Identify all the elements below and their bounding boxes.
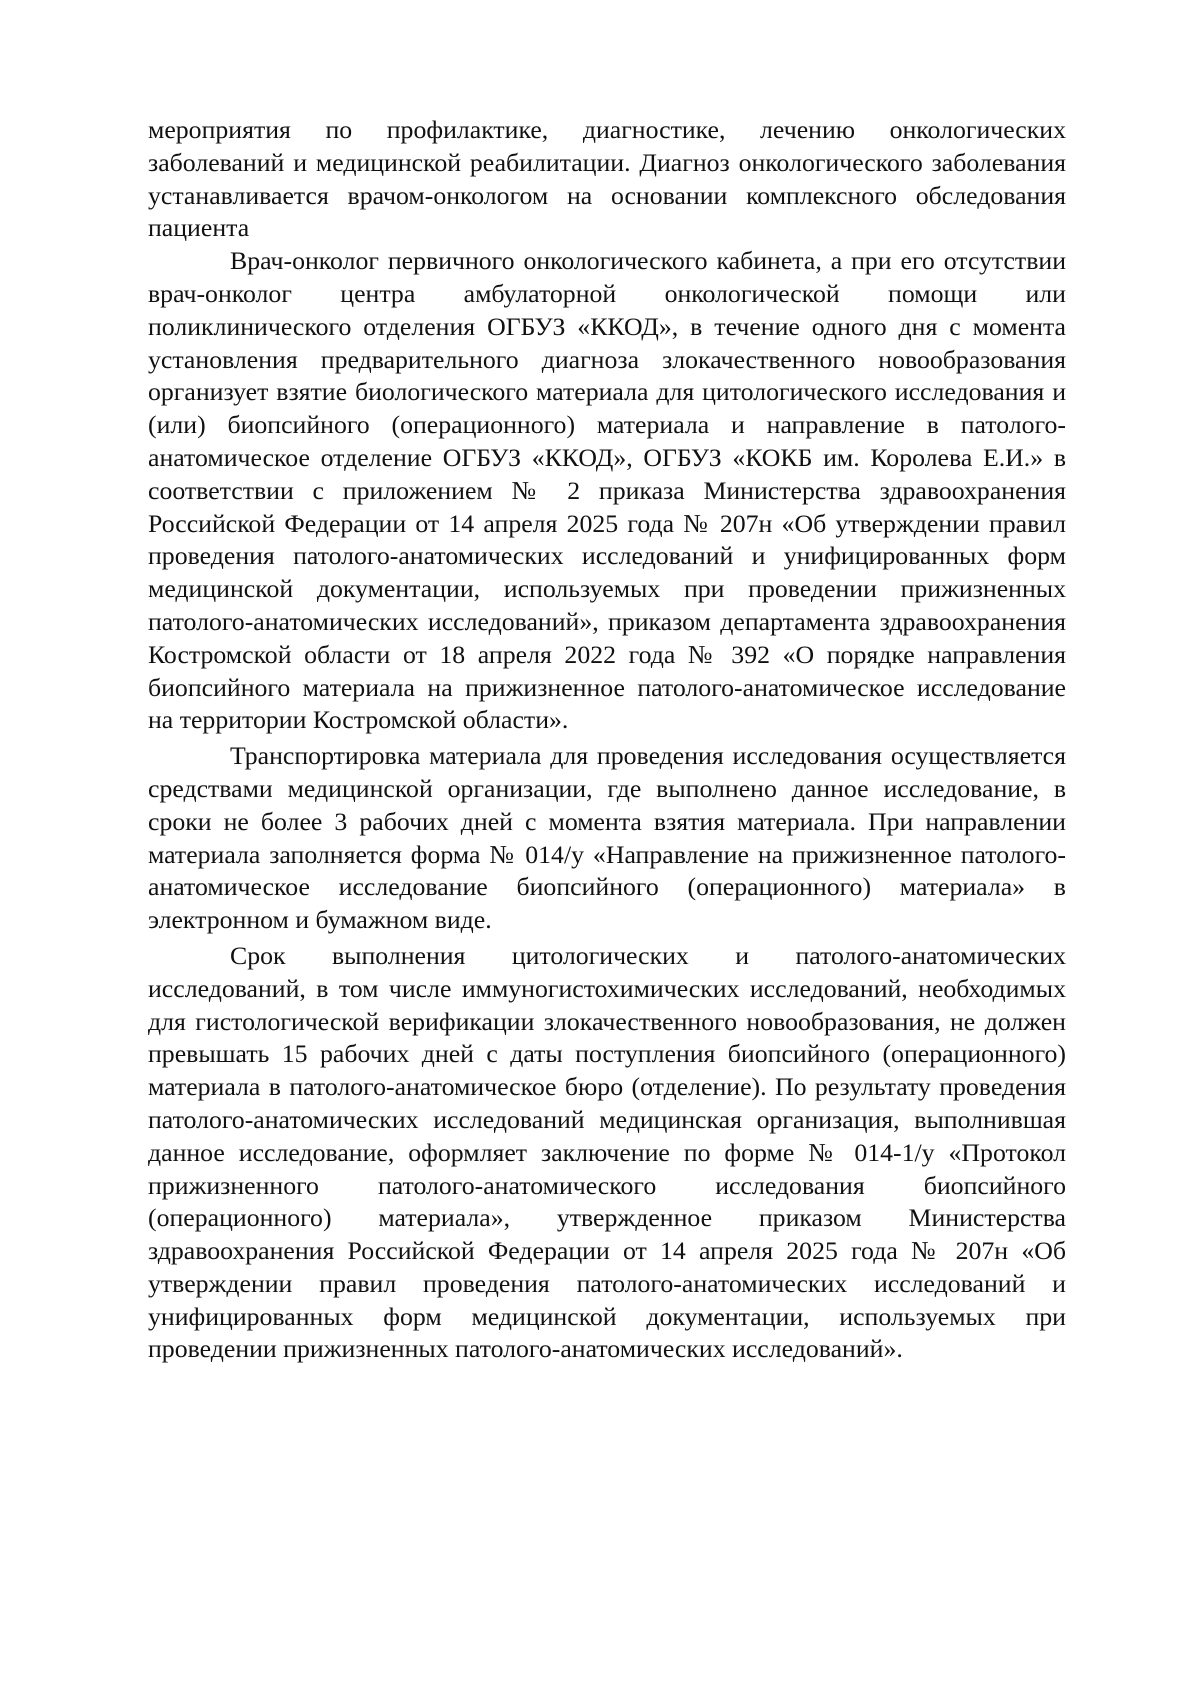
paragraph-examination-terms: Срок выполнения цитологических и патолого-анатомических исследований, в том числе иммуногистохимических исследований, необходимых для гистологической верификации злокачественного новообразования, не должен превышать 15 рабочих дней с даты поступления биопсийного (операционного) материала в патолого-анатомическое бюро (отделение). По результату проведения патолого-анатомических исследований медицинская организация, выполнившая данное исследование, оформляет заключение по форме № 014-1/у «Протокол прижизненного патолого-анатомического исследования биопсийного (операционного) материала», утвержденное приказом Министерства здравоохранения Российской Федерации от 14 апреля 2025 года № 207н «Об утверждении правил проведения патолого-анатомических исследований и унифицированных форм медицинской документации, используемых при проведении прижизненных патолого-анатомических исследований». [148,940,1066,1364]
paragraph-continuation: мероприятия по профилактике, диагностике, лечению онкологических заболеваний и медицинской реабилитации. Диагноз онкологического заболевания устанавливается врачом-онкологом на основании комплексного обследования пациента [148,115,1066,243]
paragraph-oncologist-biopsy: Врач-онколог первичного онкологического кабинета, а при его отсутствии врач-онколог центра амбулаторной онкологической помощи или поликлинического отделения ОГБУЗ «ККОД», в течение одного дня с момента установления предварительного диагноза злокачественного новообразования организует взятие биологического материала для цитологического исследования и (или) биопсийного (операционного) материала и направление в патолого-анатомическое отделение ОГБУЗ «ККОД», ОГБУЗ «КОКБ им. Королева Е.И.» в соответствии с приложением № 2 приказа Министерства здравоохранения Российской Федерации от 14 апреля 2025 года № 207н «Об утверждении правил проведения патолого-анатомических исследований и унифицированных форм медицинской документации, используемых при проведении прижизненных патолого-анатомических исследований», приказом департамента здравоохранения Костромской области от 18 апреля 2022 года № 392 «О порядке направления биопсийного материала на прижизненное патолого-анатомическое исследование на территории Костромской области». [148,246,1066,735]
document-body [148,114,1066,1366]
paragraph-transportation: Транспортировка материала для проведения исследования осуществляется средствами медицинской организации, где выполнено данное исследование, в сроки не более 3 рабочих дней с момента взятия материала. При направлении материала заполняется форма № 014/у «Направление на прижизненное патолого-анатомическое исследование биопсийного (операционного) материала» в электронном и бумажном виде. [148,741,1066,935]
